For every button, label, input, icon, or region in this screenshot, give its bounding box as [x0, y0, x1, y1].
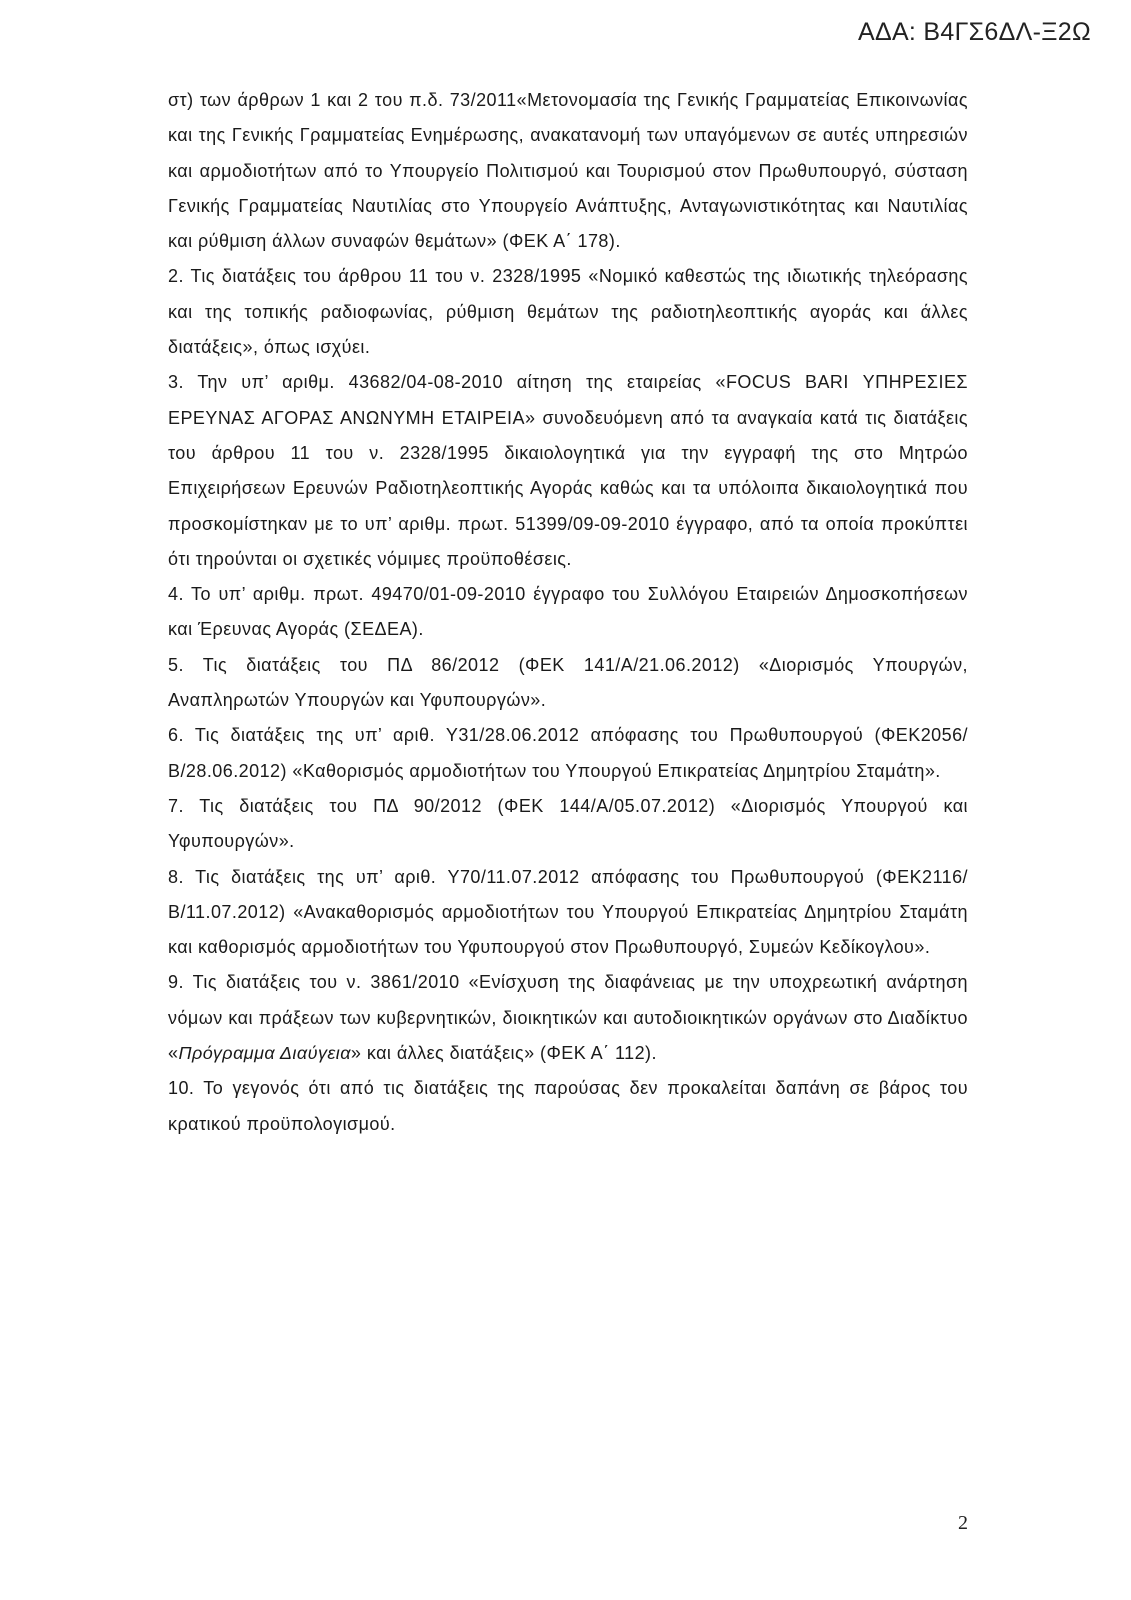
- paragraph-9: [168, 965, 968, 1071]
- paragraph-7: 7. Τις διατάξεις του ΠΔ 90/2012 (ΦΕΚ 144/Α/05.07.2012) «Διορισμός Υπουργού και Υφυπουργών».: [168, 795, 968, 852]
- paragraph-5: 5. Τις διατάξεις του ΠΔ 86/2012 (ΦΕΚ 141/Α/21.06.2012) «Διορισμός Υπουργών, Αναπληρωτών Υπουργών και Υφυπουργών».: [168, 654, 968, 711]
- paragraph-9-italic-title: Πρόγραμμα Διαύγεια: [178, 1043, 351, 1064]
- document-body: [168, 83, 968, 1142]
- paragraph-4: 4. Το υπ’ αριθμ. πρωτ. 49470/01-09-2010 έγγραφο του Συλλόγου Εταιρειών Δημοσκοπήσεων και Έρευνας Αγοράς (ΣΕΔΕΑ).: [168, 584, 968, 640]
- paragraph-3: 3. Την υπ’ αριθμ. 43682/04-08-2010 αίτηση της εταιρείας «FOCUS BARI ΥΠΗΡΕΣΙΕΣ ΕΡΕΥΝΑΣ ΑΓΟΡΑΣ ΑΝΩΝΥΜΗ ΕΤΑΙΡΕΙΑ» συνοδευόμενη από τα αναγκαία κατά τις διατάξεις του άρθρου 11 του ν. 2328/1995 δικαιολογητικά για την εγγραφή της στο Μητρώο Επιχειρήσεων Ερευνών Ραδιοτηλεοπτικής Αγοράς καθώς και τα υπόλοιπα δικαιολογητικά που προσκομίστηκαν με το υπ’ αριθμ. πρωτ. 51399/09-09-2010 έγγραφο, από τα οποία προκύπτει ότι τηρούνται οι σχετικές νόμιμες προϋποθέσεις.: [168, 372, 968, 569]
- paragraph-10: 10. Το γεγονός ότι από τις διατάξεις της παρούσας δεν προκαλείται δαπάνη σε βάρος του κρατικού προϋπολογισμού.: [168, 1078, 968, 1134]
- paragraph-8: 8. Τις διατάξεις της υπ’ αριθ. Υ70/11.07.2012 απόφασης του Πρωθυπουργού (ΦΕΚ2116/Β/11.07.2012) «Ανακαθορισμός αρμοδιοτήτων του Υπουργού Επικρατείας Δημητρίου Σταμάτη και καθορισμός αρμοδιοτήτων του Υφυπουργού στον Πρωθυπουργό, Συμεών Κεδίκογλου».: [168, 866, 968, 958]
- paragraph-st: στ) των άρθρων 1 και 2 του π.δ. 73/2011«Μετονομασία της Γενικής Γραμματείας Επικοινωνίας και της Γενικής Γραμματείας Ενημέρωσης, ανακατανομή των υπαγόμενων σε αυτές υπηρεσιών και αρμοδιοτήτων από το Υπουργείο Πολιτισμού και Τουρισμού στον Πρωθυπουργό, σύσταση Γενικής Γραμματείας Ναυτιλίας στο Υπουργείο Ανάπτυξης, Ανταγωνιστικότητας και Ναυτιλίας και ρύθμιση άλλων συναφών θεμάτων» (ΦΕΚ Α΄ 178).: [168, 90, 968, 252]
- paragraph-9-text-after: » και άλλες διατάξεις» (ΦΕΚ Α΄ 112).: [350, 1043, 657, 1064]
- paragraph-6: 6. Τις διατάξεις της υπ’ αριθ. Υ31/28.06.2012 απόφασης του Πρωθυπουργού (ΦΕΚ2056/Β/28.06.2012) «Καθορισμός αρμοδιοτήτων του Υπουργού Επικρατείας Δημητρίου Σταμάτη».: [168, 725, 968, 781]
- page-number: 2: [958, 1512, 968, 1534]
- paragraph-9-text-before: 9. Τις διατάξεις του ν. 3861/2010 «Ενίσχυση της διαφάνειας με την υποχρεωτική ανάρτηση νόμων και πράξεων των κυβερνητικών, διοικητικών και αυτοδιοικητικών οργάνων στο Διαδίκτυο «: [168, 972, 968, 1064]
- ada-identifier: ΑΔΑ: Β4ΓΣ6ΔΛ-Ξ2Ω: [857, 18, 1091, 46]
- paragraph-2: 2. Τις διατάξεις του άρθρου 11 του ν. 2328/1995 «Νομικό καθεστώς της ιδιωτικής τηλεόρασης και της τοπικής ραδιοφωνίας, ρύθμιση θεμάτων της ραδιοτηλεοπτικής αγοράς και άλλες διατάξεις», όπως ισχύει.: [168, 266, 968, 358]
